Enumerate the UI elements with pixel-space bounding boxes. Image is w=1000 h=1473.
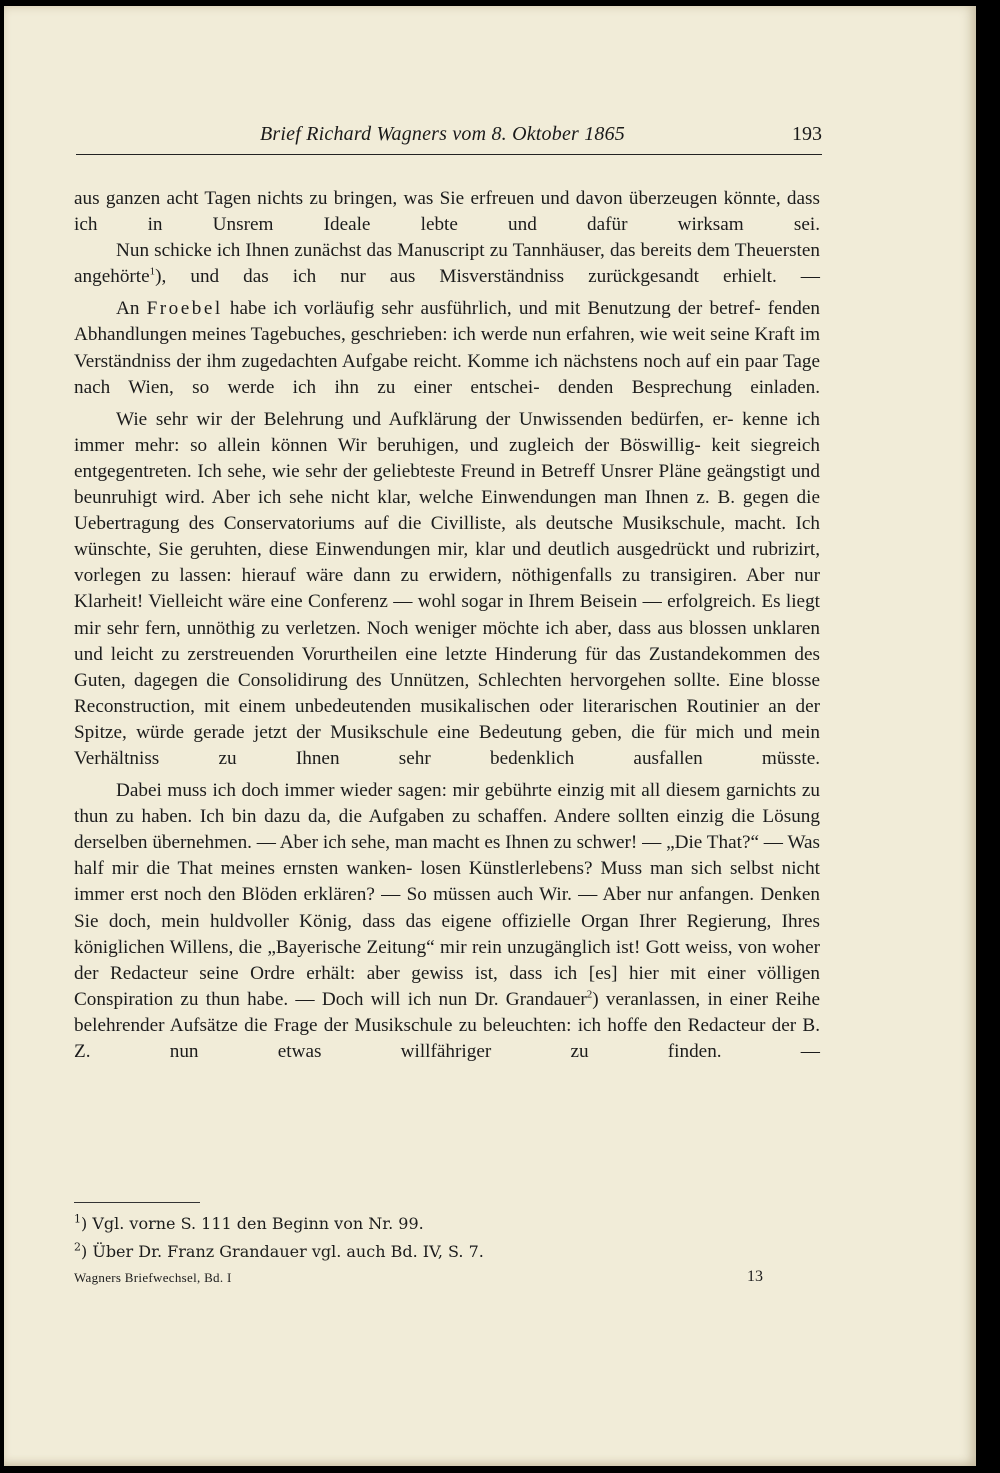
text-line: liegt mir sehr fern, unnöthig zu verletzen. Noch weniger möchte ich aber, dass aus (74, 591, 820, 639)
footnote (74, 1214, 774, 1233)
text-line: erklären? — So müssen auch Wir. — Aber nur anfangen. Denken Sie doch, mein (74, 884, 821, 932)
text-line: fenden Abhandlungen meines Tagebuches, geschrieben: ich werde nun erfahren, (74, 298, 821, 346)
text-line: Schlechten hervorgehen sollte. Eine blosse Reconstruction, mit einem unbedeutenden (74, 669, 820, 717)
footnote-text: ) Über Dr. Franz Grandauer vgl. auch Bd. IV, S. 7. (81, 1242, 484, 1261)
footnote-text: ) Vgl. vorne S. 111 den Beginn von Nr. 99. (81, 1214, 424, 1233)
footnote-marker: 2 (74, 1240, 81, 1254)
footnote (74, 1242, 774, 1261)
footnote-ref[interactable]: 2 (586, 988, 593, 1001)
body-text (74, 186, 820, 1065)
text-line: Conspiration zu thun habe. — Doch will ich nun Dr. Grandauer (74, 988, 587, 1010)
text-line: aus ganzen acht Tagen nichts zu bringen, was Sie erfreuen und davon überzeugen (74, 188, 718, 209)
text-line: Einwendungen mir, klar und deutlich ausgedrückt und rubrizirt, vorlegen zu lassen: (74, 539, 820, 587)
text-line: für das Zustandekommen des Guten, dagegen die Consolidirung des Unnützen, (74, 643, 820, 691)
text-line: die Civilliste, als deutsche Musikschule, macht. Ich wünschte, Sie geruhten, diese (74, 513, 820, 561)
text-line: ich nächstens noch auf ein paar Tage nach Wien, so werde ich ihn zu einer entschei- (74, 350, 820, 398)
text-line: Musikschule eine Bedeutung geben, die für mich und mein Verhältniss zu Ihnen (74, 721, 821, 769)
text-line: hierauf wäre dann zu erwidern, nöthigenfalls zu transigiren. Aber nur Klarheit! (74, 565, 820, 613)
signature-mark: Wagners Briefwechsel, Bd. I (74, 1270, 232, 1285)
paragraph (74, 778, 820, 1065)
spaced-name: Froebel (146, 298, 223, 320)
text-line: sollten einzig die Lösung derselben übernehmen. — Aber ich sehe, man macht es (74, 806, 820, 854)
text-line: losen Künstlerlebens? Muss man sich selbst nicht immer erst noch den Blöden (74, 858, 820, 906)
text-line: hoffe den Redacteur der B. Z. nun etwas willfähriger zu finden. — (74, 1014, 820, 1062)
text-line: erhielt. — (722, 266, 820, 288)
text-line: der Redacteur seine Ordre erhält: aber gewiss ist, dass ich [es] hier mit einer völligen (74, 962, 820, 984)
text-line: Ihnen zu schwer! — „Die That?“ — Was half mir die That meines ernsten wanken- (74, 832, 820, 880)
footnote-rule (74, 1202, 200, 1203)
text-line: blossen unklaren und leicht zu zerstreuenden Vorurtheilen eine letzte Hinderung (74, 617, 820, 665)
text-line: huldvoller König, dass das eigene offizielle Organ Ihrer Regierung, Ihres königlichen (74, 910, 821, 958)
signature-number: 13 (747, 1268, 763, 1285)
text-line: ) veranlassen, (592, 988, 701, 1010)
text-line: keit siegreich entgegentreten. Ich sehe, wie sehr der geliebteste Freund in Betreff (74, 434, 821, 482)
text-line: Wie sehr wir der Belehrung und Aufklärung der Unwissenden bedürfen, er- (116, 408, 734, 430)
text-line: denden Besprechung einladen. (557, 376, 821, 398)
text-line: habe ich vorläufig sehr ausführlich, und mit Benutzung der betref- (229, 298, 761, 320)
text-line: Dabei muss ich doch immer wieder sagen: mir gebührte einzig mit all diesem (116, 780, 721, 802)
paragraph (74, 238, 820, 290)
paragraph (74, 186, 820, 238)
text-line: dem Theuersten angehörte (74, 240, 820, 288)
text-line: An (116, 298, 140, 320)
text-line: sehr bedenklich ausfallen müsste. (398, 747, 821, 769)
footnote-ref[interactable]: 1 (149, 265, 156, 278)
text-line: in einer Reihe belehrender Aufsätze die Frage der Musikschule zu beleuchten: ich (74, 988, 820, 1036)
text-line: Einwendungen man Ihnen z. B. gegen die Uebertragung des Conservatoriums auf (74, 487, 821, 535)
text-line: kenne ich immer mehr: so allein können Wir beruhigen, und zugleich der Böswillig- (74, 408, 820, 456)
text-line: garnichts zu thun zu haben. Ich bin dazu da, die Aufgaben zu schaffen. Andere (74, 780, 820, 828)
page-number: 193 (792, 123, 822, 145)
running-header (76, 120, 822, 155)
paragraph (74, 296, 820, 400)
text-line: Unsrer Pläne geängstigt und beunruhigt wird. Aber ich sehe nicht klar, welche (74, 460, 820, 509)
text-line: Vielleicht wäre eine Conferenz — wohl sogar in Ihrem Beisein — erfolgreich. Es (148, 591, 781, 613)
footnote-marker: 1 (74, 1212, 81, 1226)
paragraph (74, 407, 820, 772)
text-line: Willens, die „Bayerische Zeitung“ mir rein unzugänglich ist! Gott weiss, von woher (169, 936, 820, 958)
text-line: könnte, dass ich in Unsrem Ideale lebte und dafür wirksam sei. (74, 188, 820, 236)
text-line: musikalischen oder literarischen Routinier an der Spitze, würde gerade jetzt der (74, 695, 821, 743)
text-line: wie weit seine Kraft im Verständniss der ihm zugedachten Aufgabe reicht. Komme (74, 324, 821, 372)
running-title: Brief Richard Wagners vom 8. Oktober 1865 (260, 123, 626, 145)
text-line: ), und das ich nur aus Misverständniss zurückgesandt (155, 266, 699, 288)
text-line: Nun schicke ich Ihnen zunächst das Manuscript zu Tannhäuser, das bereits (116, 240, 692, 262)
